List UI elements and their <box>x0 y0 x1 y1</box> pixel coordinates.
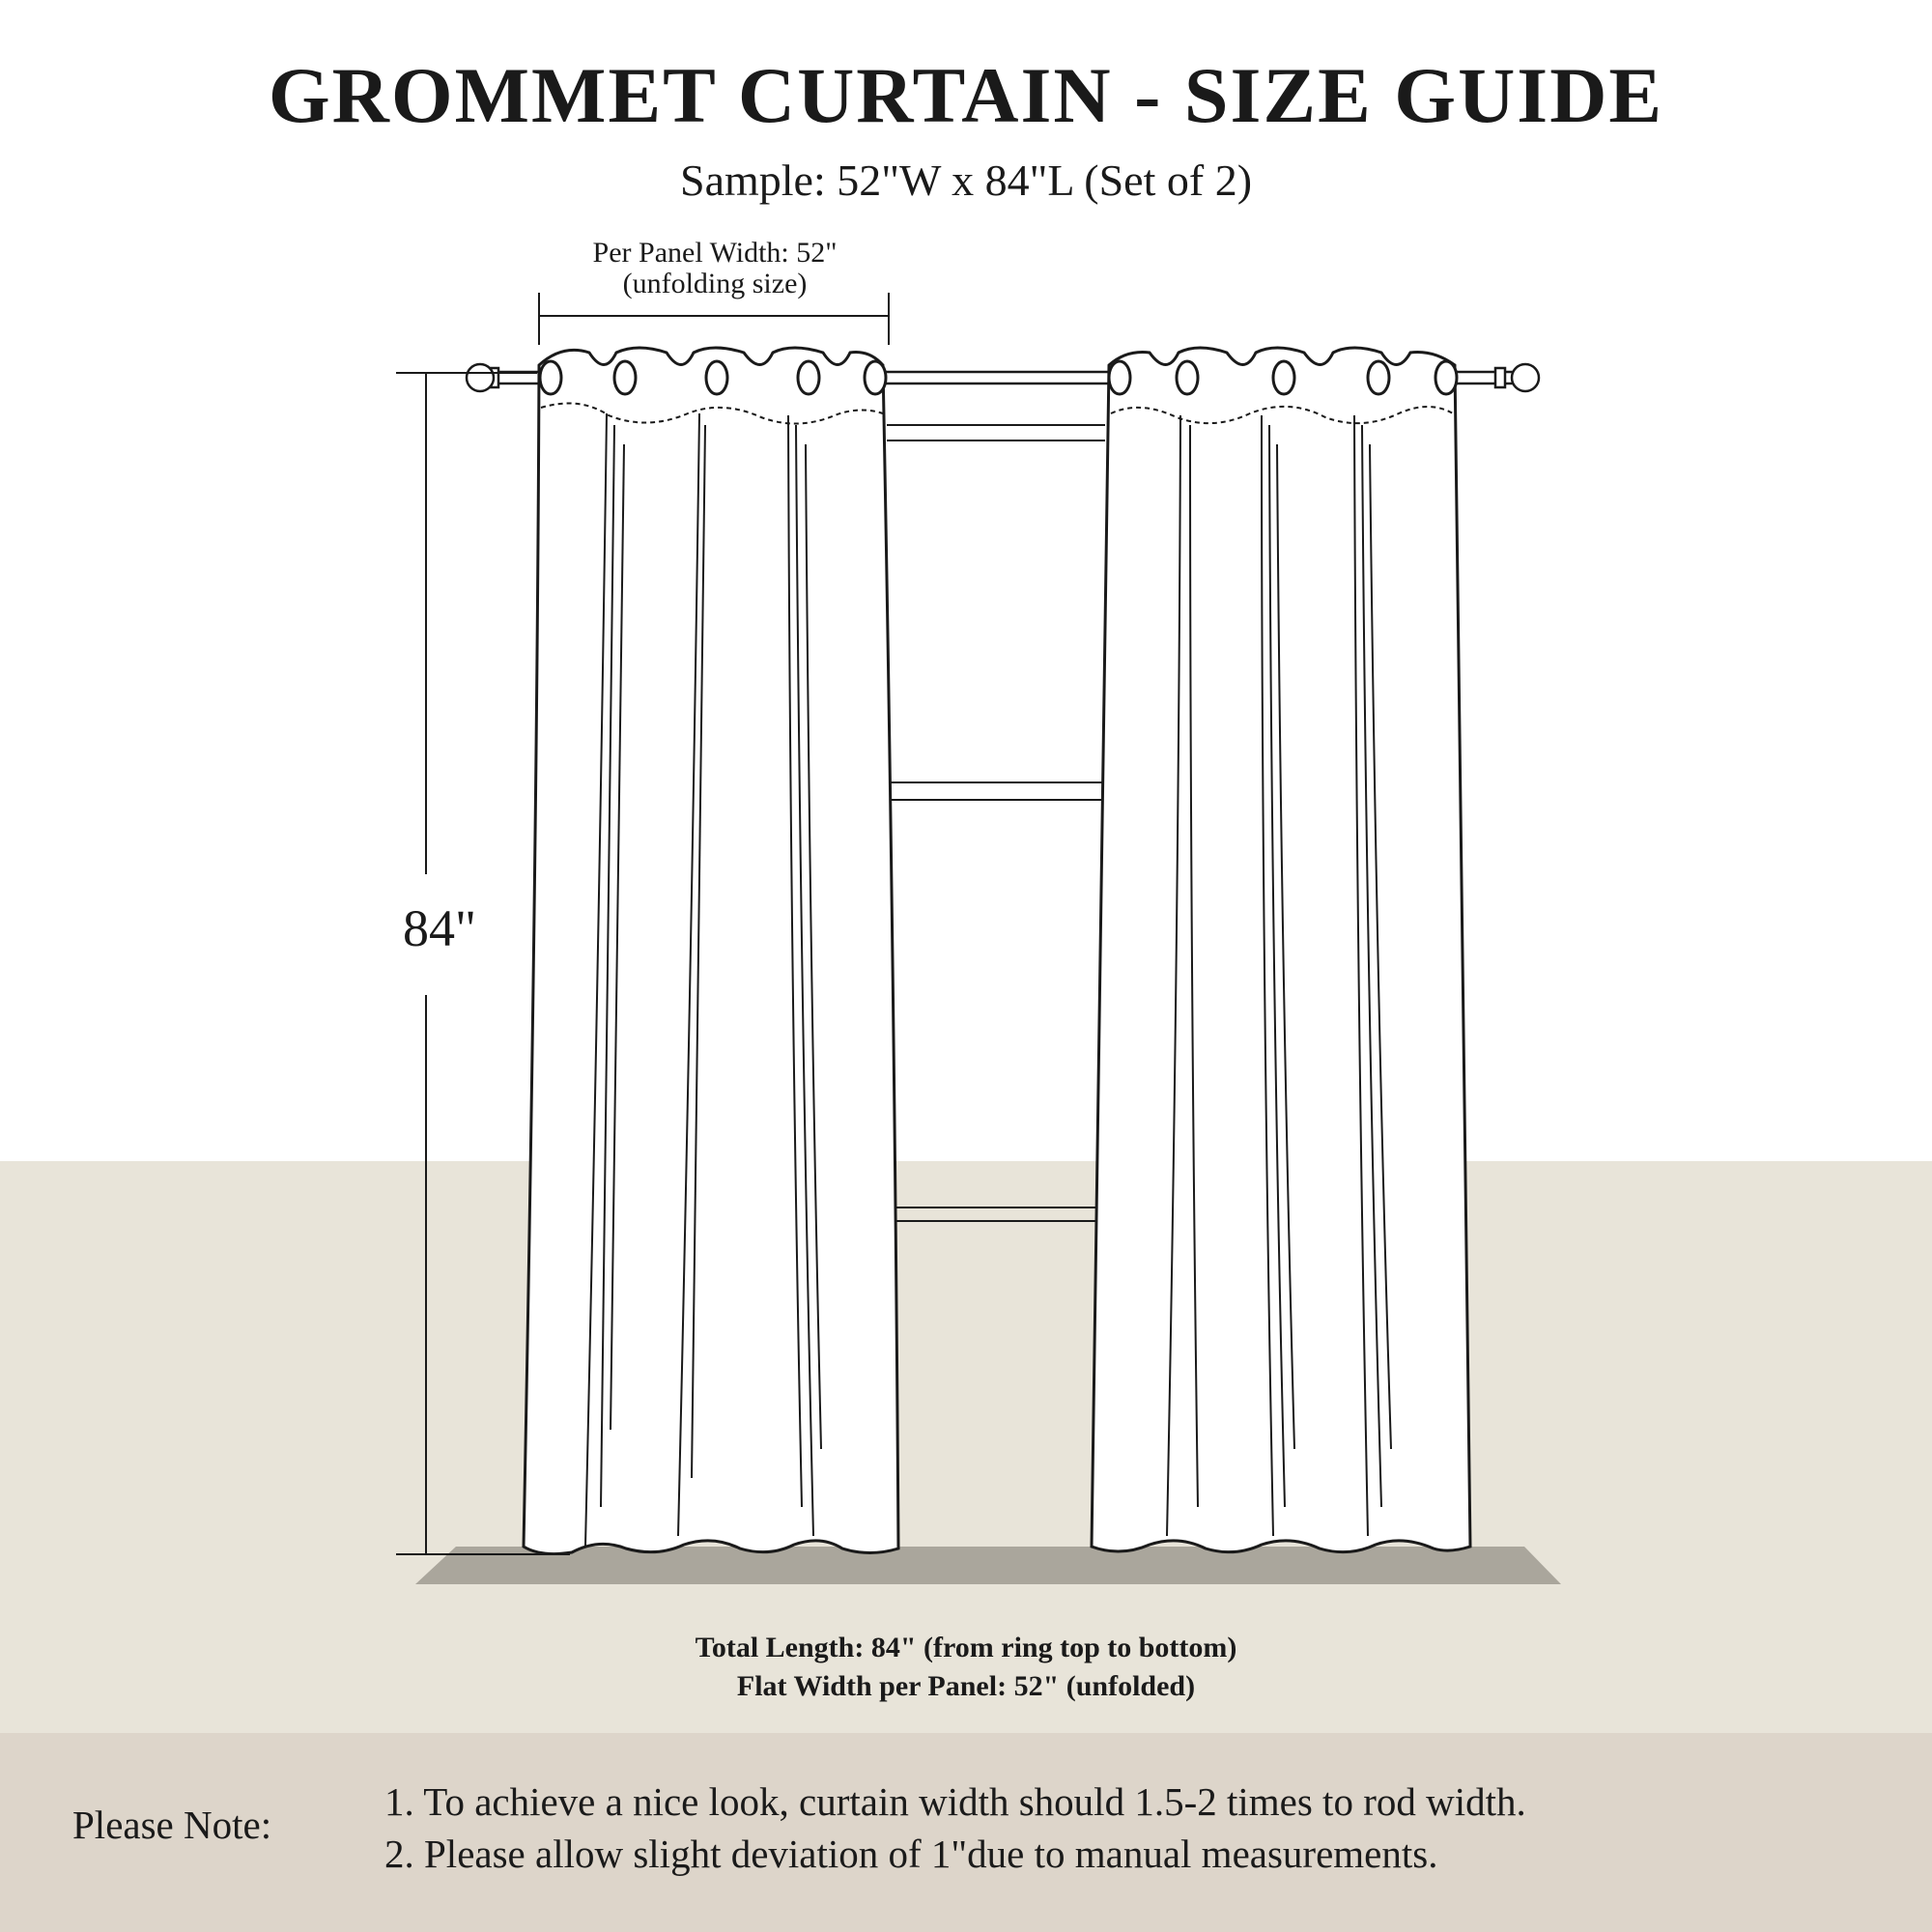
panel-length-label: 84" <box>402 899 477 957</box>
right-curtain-panel <box>1092 348 1470 1552</box>
rod-finial-left <box>467 364 494 391</box>
grommet <box>798 361 819 394</box>
window-frame <box>885 425 1105 1221</box>
flat-width-text: Flat Width per Panel: 52" (unfolded) <box>736 1670 1196 1702</box>
panel-width-label <box>522 238 908 299</box>
page-subtitle: Sample: 52"W x 84"L (Set of 2) <box>679 156 1253 205</box>
grommet <box>1177 361 1198 394</box>
grommet <box>614 361 636 394</box>
width-dimension-line <box>539 293 889 345</box>
rod-finial-right <box>1512 364 1539 391</box>
grommet <box>1435 361 1457 394</box>
left-panel-outline <box>524 348 898 1554</box>
left-curtain-panel <box>524 348 898 1554</box>
note-item: 2. Please allow slight deviation of 1"due to manual measurements. <box>384 1832 1438 1876</box>
page-title: GROMMET CURTAIN - SIZE GUIDE <box>268 51 1664 139</box>
grommet <box>1109 361 1130 394</box>
floor-rug <box>415 1547 1561 1584</box>
total-length-text: Total Length: 84" (from ring top to bottom) <box>695 1632 1237 1663</box>
grommet <box>865 361 886 394</box>
panel-width-note: (unfolding size) <box>622 268 808 299</box>
grommet <box>1273 361 1294 394</box>
grommet <box>540 361 561 394</box>
grommet <box>1368 361 1389 394</box>
note-item: 1. To achieve a nice look, curtain width should 1.5-2 times to rod width. <box>384 1779 1526 1824</box>
grommet <box>706 361 727 394</box>
size-summary <box>0 1629 1932 1706</box>
note-heading: Please Note: <box>72 1803 272 1847</box>
panel-width-text: Per Panel Width: 52" <box>592 237 838 269</box>
note-list <box>384 1776 1526 1880</box>
